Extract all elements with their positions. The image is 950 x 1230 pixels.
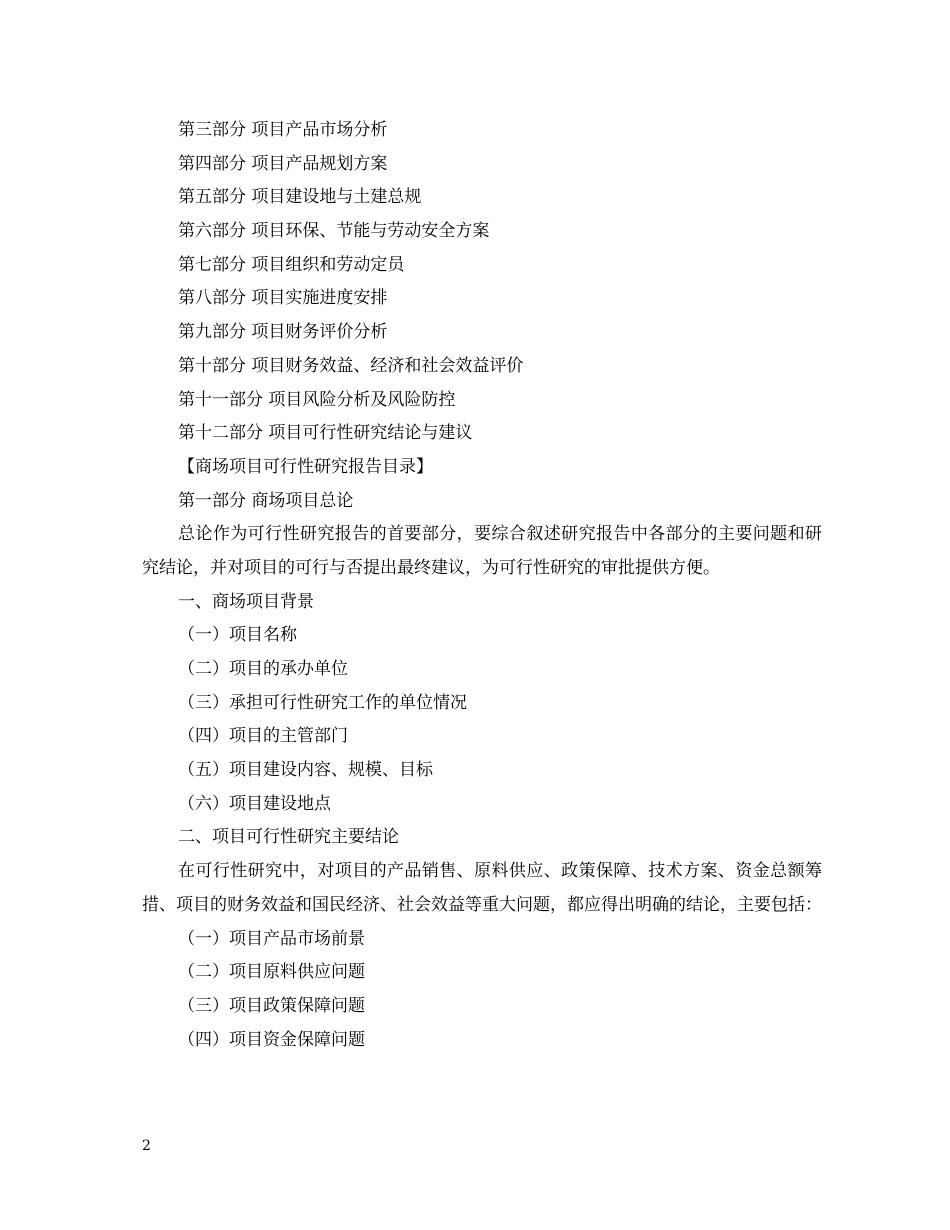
page-number: 2 (142, 1138, 151, 1154)
background-item: （六）项目建设地点 (178, 793, 331, 814)
background-item: （三）承担可行性研究工作的单位情况 (178, 692, 467, 713)
conclusion-paragraph: 在可行性研究中，对项目的产品销售、原料供应、政策保障、技术方案、资金总额筹措、项目的财务效益和国民经济、社会效益等重大问题，都应得出明确的结论，主要包括： (142, 861, 822, 915)
conclusion-heading: 二、项目可行性研究主要结论 (178, 827, 399, 848)
conclusion-item: （二）项目原料供应问题 (178, 962, 365, 983)
background-item: （四）项目的主管部门 (178, 726, 348, 747)
toc-line: 第四部分 项目产品规划方案 (178, 153, 388, 174)
toc-line: 第十二部分 项目可行性研究结论与建议 (178, 423, 473, 444)
intro-paragraph: 总论作为可行性研究报告的首要部分，要综合叙述研究报告中各部分的主要问题和研究结论，并对项目的可行与否提出最终建议，为可行性研究的审批提供方便。 (142, 524, 822, 578)
conclusion-item: （三）项目政策保障问题 (178, 995, 365, 1016)
section-title: 【商场项目可行性研究报告目录】 (178, 456, 433, 477)
toc-line: 第十一部分 项目风险分析及风险防控 (178, 389, 456, 410)
toc-line: 第九部分 项目财务评价分析 (178, 322, 388, 343)
toc-line: 第三部分 项目产品市场分析 (178, 120, 388, 140)
conclusion-item: （一）项目产品市场前景 (178, 928, 365, 949)
page-body (142, 114, 822, 1057)
background-heading: 一、商场项目背景 (178, 591, 314, 612)
part1-heading: 第一部分 商场项目总论 (178, 490, 354, 511)
toc-line: 第六部分 项目环保、节能与劳动安全方案 (178, 221, 490, 242)
toc-line: 第十部分 项目财务效益、经济和社会效益评价 (178, 355, 524, 376)
toc-line: 第八部分 项目实施进度安排 (178, 288, 388, 309)
background-item: （一）项目名称 (178, 625, 297, 646)
toc-line: 第七部分 项目组织和劳动定员 (178, 254, 405, 275)
background-item: （二）项目的承办单位 (178, 659, 348, 680)
conclusion-item: （四）项目资金保障问题 (178, 1029, 365, 1050)
toc-line: 第五部分 项目建设地与土建总规 (178, 187, 422, 208)
background-item: （五）项目建设内容、规模、目标 (178, 760, 433, 781)
